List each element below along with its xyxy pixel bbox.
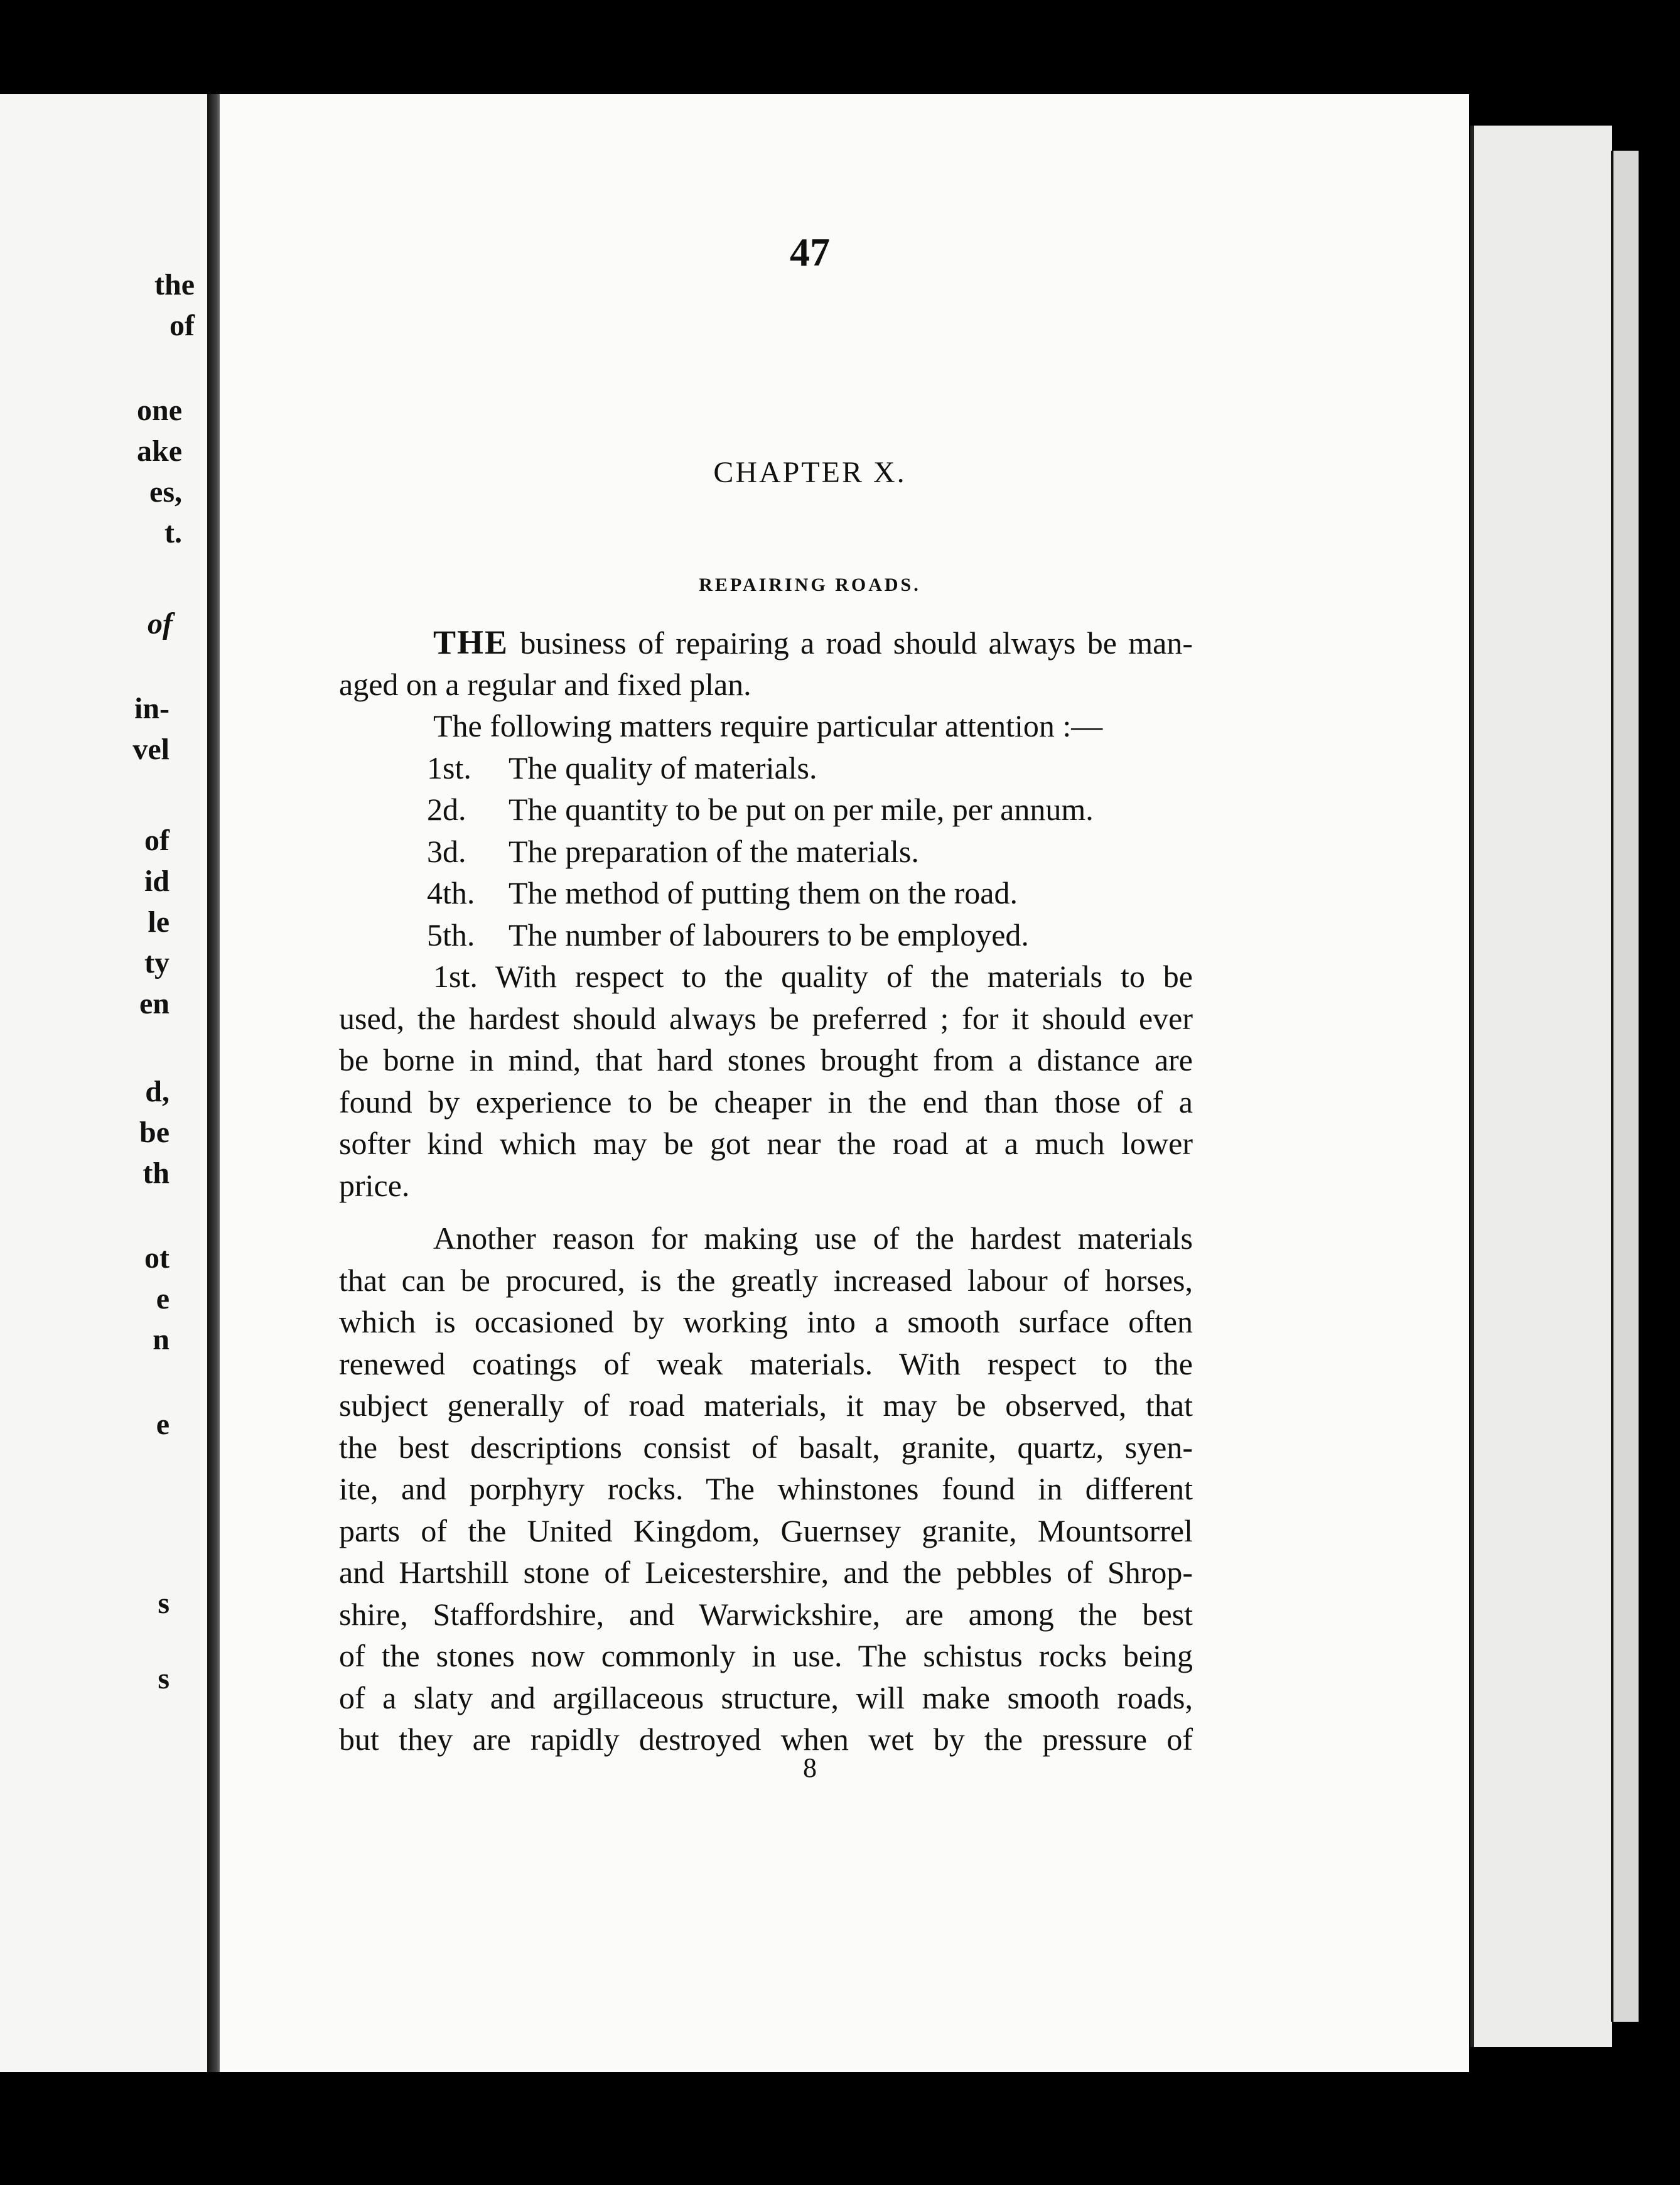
- previous-page-fragment: n: [153, 1323, 170, 1356]
- text-line: that can be procured, is the greatly increased labour of horses,: [339, 1262, 1193, 1298]
- text-line: found by experience to be cheaper in the end than those of a: [339, 1084, 1193, 1119]
- text-line: the best descriptions consist of basalt, granite, quartz, syen-: [339, 1429, 1193, 1465]
- text-line: ite, and porphyry rocks. The whinstones found in different: [339, 1471, 1193, 1506]
- previous-page-fragment: d,: [145, 1075, 170, 1108]
- previous-page-fragment: vel: [132, 733, 170, 766]
- list-item: [339, 831, 1193, 873]
- list-item: [339, 747, 1193, 789]
- previous-page-fragment: le: [148, 905, 170, 939]
- text-line: subject generally of road materials, it may be observed, that: [339, 1388, 1193, 1423]
- previous-page-fragment: s: [158, 1662, 170, 1695]
- text-line: parts of the United Kingdom, Guernsey granite, Mountsorrel: [339, 1513, 1193, 1548]
- previous-page-fragment: of: [148, 607, 173, 640]
- text-line: [339, 622, 1193, 664]
- list-number: 4th.: [427, 875, 475, 910]
- list-number: 2d.: [427, 792, 466, 827]
- previous-page-fragment: e: [156, 1282, 170, 1315]
- previous-page-fragment: ty: [144, 946, 170, 979]
- text-line: 1st. With respect to the quality of the materials to be: [433, 959, 1193, 994]
- text-line: price.: [339, 1167, 410, 1203]
- page-number: 47: [790, 230, 830, 274]
- text-line: softer kind which may be got near the road at a much lower: [339, 1126, 1193, 1161]
- text-line: of a slaty and argillaceous structure, will make smooth roads,: [339, 1680, 1193, 1715]
- list-text: The quantity to be put on per mile, per annum.: [509, 792, 1094, 827]
- previous-page-fragment: the: [154, 268, 195, 301]
- page-edge: [1470, 126, 1612, 2047]
- previous-page-fragment: of: [170, 309, 195, 342]
- previous-page-fragment: en: [139, 987, 170, 1020]
- previous-page-fragment: one: [137, 394, 182, 427]
- previous-page-fragment: be: [139, 1116, 170, 1149]
- previous-page-fragment: s: [158, 1587, 170, 1620]
- previous-page-fragment: of: [144, 824, 170, 857]
- text-line: but they are rapidly destroyed when wet by the pressure of: [339, 1722, 1193, 1757]
- text-line: Another reason for making use of the hardest materials: [433, 1221, 1193, 1256]
- list-text: The number of labourers to be employed.: [509, 917, 1029, 952]
- text-fragment: business of repairing a road should always be man-: [520, 625, 1193, 661]
- page-edge: [1611, 151, 1639, 2022]
- list-number: 1st.: [427, 750, 471, 785]
- section-heading: REPAIRING ROADS.: [699, 575, 921, 595]
- text-line: be borne in mind, that hard stones brought from a distance are: [339, 1042, 1193, 1077]
- list-text: The quality of materials.: [509, 750, 817, 785]
- list-number: 3d.: [427, 833, 466, 869]
- text-line: which is occasioned by working into a smooth surface often: [339, 1304, 1193, 1339]
- list-number: 5th.: [427, 917, 475, 952]
- previous-page-fragment: in-: [134, 692, 170, 725]
- text-line: renewed coatings of weak materials. With respect to the: [339, 1346, 1193, 1381]
- text-line: The following matters require particular attention :—: [433, 708, 1103, 743]
- text-line: used, the hardest should always be preferred ; for it should ever: [339, 1000, 1193, 1036]
- previous-page-fragment: th: [143, 1157, 170, 1190]
- list-text: The preparation of the materials.: [509, 833, 919, 869]
- text-line: aged on a regular and fixed plan.: [339, 666, 751, 702]
- previous-page-fragment: t.: [164, 516, 182, 549]
- text-line: of the stones now commonly in use. The schistus rocks being: [339, 1638, 1193, 1673]
- chapter-heading: CHAPTER X.: [713, 456, 907, 489]
- text-line: shire, Staffordshire, and Warwickshire, are among the best: [339, 1596, 1193, 1632]
- previous-page-fragment: e: [156, 1408, 170, 1441]
- list-item: [339, 789, 1193, 831]
- text-line: and Hartshill stone of Leicestershire, and the pebbles of Shrop-: [339, 1555, 1193, 1590]
- list-text: The method of putting them on the road.: [509, 875, 1018, 910]
- previous-page-fragment: es,: [149, 475, 182, 509]
- previous-page-fragment: id: [144, 865, 170, 898]
- list-item: [339, 914, 1193, 956]
- previous-page: [0, 94, 213, 2072]
- signature-mark: 8: [803, 1752, 817, 1783]
- body-text: [339, 622, 1193, 1761]
- drop-word: THE: [433, 623, 509, 661]
- list-item: [339, 872, 1193, 914]
- previous-page-fragment: ake: [137, 434, 182, 468]
- previous-page-fragment: ot: [144, 1241, 170, 1275]
